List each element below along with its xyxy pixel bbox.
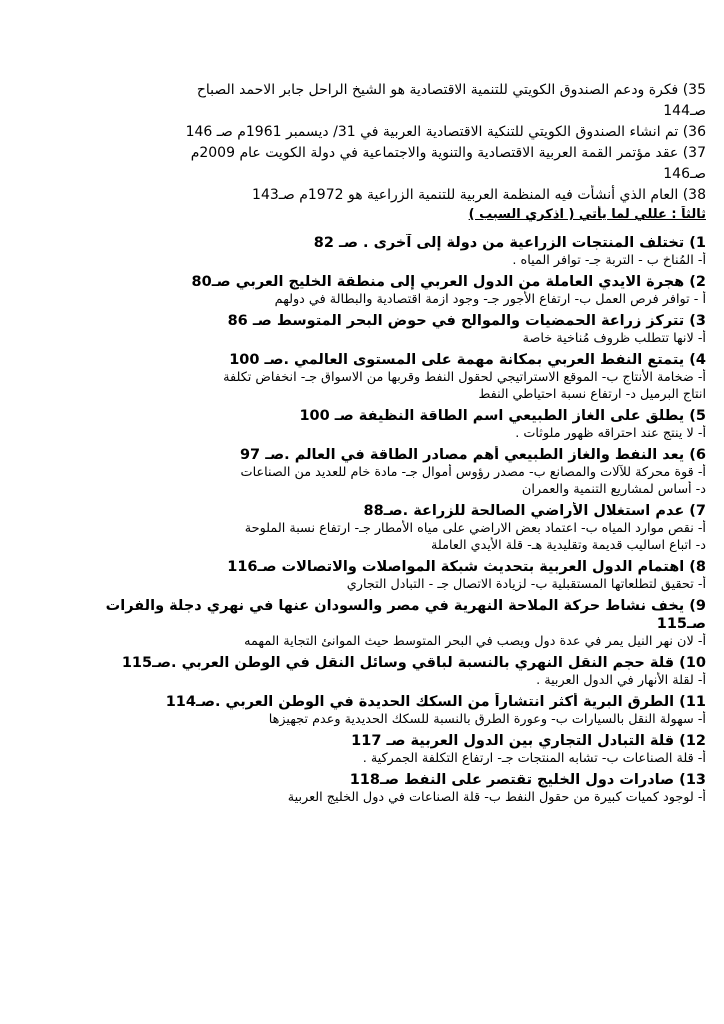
- question-12: 12) قلة التبادل التجاري بين الدول العربية صـ 117: [351, 733, 706, 749]
- answer-11: أ- سهولة النقل بالسيارات ب- وعورة الطرق بالنسبة للسكك الحديدية وعدم تجهيزها: [268, 712, 706, 727]
- answer-5: أ- لا ينتج عند احتراقه ظهور ملوثات .: [515, 426, 706, 441]
- answer-4-line-2: انتاج البرميل د- ارتفاع نسبة احتياطي النفط: [478, 387, 706, 402]
- intro-line: صـ146: [663, 166, 706, 182]
- question-2: 2) هجرة الايدي العاملة من الدول العربي إلى منطقة الخليج العربي صـ80: [191, 274, 706, 290]
- section-title: ثالثاً : عللي لما يأتي ( اذكري السبب ): [468, 207, 706, 222]
- question-4: 4) يتمتع النفط العربي بمكانة مهمة على المستوى العالمي .صـ 100: [229, 352, 706, 368]
- intro-block: [70, 80, 706, 206]
- question-11: 11) الطرق البرية أكثر انتشاراً من السكك الحديدة في الوطن العربي .صـ114: [165, 694, 706, 710]
- document-page: [70, 80, 706, 806]
- items-list: [70, 234, 706, 806]
- question-13: 13) صادرات دول الخليج تقتصر على النفط صـ118: [349, 772, 706, 788]
- answer-2: أ - توافر فرص العمل ب- ارتفاع الأجور جـ- وجود ازمة اقتصادية والبطالة في دولهم: [274, 292, 706, 307]
- intro-line: 38) العام الذي أنشأت فيه المنظمة العربية للتنمية الزراعية هو 1972م صـ143: [252, 187, 706, 203]
- answer-12: أ- قلة الصناعات ب- تشابه المنتجات جـ- ارتفاع التكلفة الجمركية .: [362, 751, 706, 766]
- answer-7-line-2: د- اتباع اساليب قديمة وتقليدية هـ- قلة الأيدي العاملة: [431, 538, 706, 553]
- question-8: 8) اهتمام الدول العربية بتحديث شبكة المواصلات والاتصالات صـ116: [227, 559, 706, 575]
- question-10: 10) قلة حجم النقل النهري بالنسبة لباقي وسائل النقل في الوطن العربي .صـ115: [121, 655, 706, 671]
- question-9: 9) يخف نشاط حركة الملاحة النهرية في مصر والسودان عنها في نهري دجلة والفرات: [105, 598, 706, 614]
- answer-8: أ- تحقيق لتطلعاتها المستقبلية ب- لزيادة الاتصال جـ - التبادل التجاري: [346, 577, 706, 592]
- question-3: 3) تتركز زراعة الحمضيات والموالح في حوض البحر المتوسط صـ 86: [227, 313, 706, 329]
- question-7: 7) عدم استغلال الأراضي الصالحة للزراعة .صـ88: [363, 503, 706, 519]
- intro-line: 35) فكرة ودعم الصندوق الكويتي للتنمية الاقتصادية هو الشيخ الراحل جابر الاحمد الصباح: [196, 82, 706, 98]
- answer-6-line-2: د- أساس لمشاريع التنمية والعمران: [521, 482, 706, 497]
- question-6: 6) يعد النفط والغاز الطبيعي أهم مصادر الطاقة في العالم .صـ 97: [239, 447, 706, 463]
- answer-3: أ- لانها تتطلب ظروف مُناخية خاصة: [522, 331, 706, 346]
- answer-10: أ- لقلة الأنهار في الدول العربية .: [536, 673, 706, 688]
- answer-6-line-1: أ- قوة محركة للآلات والمصانع ب- مصدر رؤوس أموال جـ- مادة خام للعديد من الصناعات: [240, 465, 706, 480]
- question-1: 1) تختلف المنتجات الزراعية من دولة إلى آخرى . صـ 82: [313, 235, 706, 251]
- answer-13: أ- لوجود كميات كبيرة من حقول النفط ب- قلة الصناعات في دول الخليج العربية: [287, 790, 706, 805]
- question-5: 5) يطلق على الغاز الطبيعي اسم الطاقة النظيفة صـ 100: [299, 408, 706, 424]
- answer-7-line-1: أ- نقص موارد المياه ب- اعتماد بعض الاراضي على مياه الأمطار جـ- ارتفاع نسبة الملوحة: [244, 521, 706, 536]
- question-9-page-ref: صـ115: [656, 616, 706, 632]
- intro-line: 36) تم انشاء الصندوق الكويتي للتنكية الاقتصادية العربية في 31/ ديسمبر 1961م صـ 146: [185, 124, 706, 140]
- intro-line: 37) عقد مؤتمر القمة العربية الاقتصادية والتنوية والاجتماعية في دولة الكويت عام 2009م: [190, 145, 706, 161]
- answer-9: أ- لان نهر النيل يمر في عدة دول ويصب في البحر المتوسط حيث الموانئ التجاية المهمه: [244, 634, 706, 649]
- answer-4-line-1: أ- ضخامة الأنتاج ب- الموقع الاستراتيجي لحقول النفط وقربها من الاسواق جـ- انخفاض تكلفة: [223, 370, 706, 385]
- answer-1: أ- المُناخ ب - التربة جـ- توافر المياه .: [512, 253, 706, 268]
- intro-line: صـ144: [663, 103, 706, 119]
